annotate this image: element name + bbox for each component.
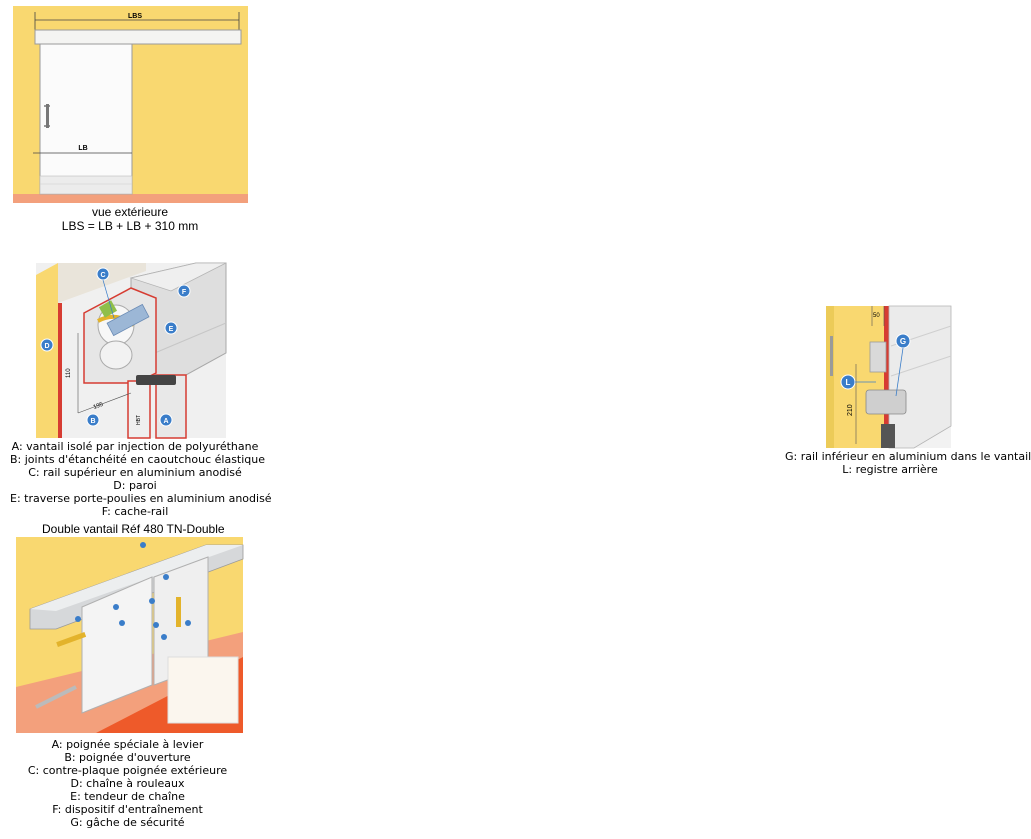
width-dimension: 50 [873,313,880,319]
marker-e [165,322,177,334]
legend-item-d: D: paroi [113,479,157,492]
marker-g [896,334,910,348]
hbt-dimension: HBT [136,415,142,425]
legend-item-g: G: rail inférieur en aluminium dans le vantail [785,450,1031,463]
legend-item-a: A: poignée spéciale à levier [51,738,204,751]
svg-text:D: D [44,343,50,350]
marker-b [87,414,99,426]
marker-l [841,375,855,389]
lbs-dimension-label: LBS [128,13,142,20]
svg-text:E: E [168,326,174,333]
svg-text:A: A [163,418,169,425]
exterior-view-caption [20,205,240,233]
double-leaf-door-diagram [16,537,243,733]
legend-item-f: F: dispositif d'entraînement [52,803,203,816]
height-dimension: 110 [66,368,72,378]
exterior-view-diagram [13,6,248,203]
marker-f [178,285,190,297]
double-leaf-legend [15,738,240,829]
legend-item-b: B: joints d'étanchéité en caoutchouc élastique [10,453,266,466]
caption-line: LBS = LB + LB + 310 mm [61,219,199,233]
rail-cross-section-diagram [36,263,226,438]
svg-text:G: G [899,337,907,346]
legend-item-d: D: chaîne à rouleaux [70,777,185,790]
depth-dimension: 195 [92,401,105,411]
svg-text:L: L [845,378,851,387]
legend-item-f: F: cache-rail [101,505,169,518]
legend-item-e: E: traverse porte-poulies en aluminium anodisé [10,492,272,505]
height-dimension: 210 [847,404,854,416]
legend-item-e: E: tendeur de chaîne [70,790,185,803]
legend-item-c: C: rail supérieur en aluminium anodisé [28,466,242,479]
double-leaf-title: Double vantail Réf 480 TN-Double [42,522,225,536]
marker-c [97,268,109,280]
legend-item-g: G: gâche de sécurité [70,816,185,829]
svg-text:F: F [181,289,187,296]
legend-item-b: B: poignée d'ouverture [64,751,191,764]
lb-dimension-label: LB [78,145,88,152]
legend-item-a: A: vantail isolé par injection de polyuréthane [11,440,259,453]
legend-item-c: C: contre-plaque poignée extérieure [27,764,228,777]
caption-line: vue extérieure [91,205,169,219]
svg-text:B: B [90,418,96,425]
bottom-rail-diagram [826,306,951,448]
svg-text:C: C [100,272,106,279]
marker-d [41,339,53,351]
rail-section-legend [10,440,272,518]
marker-a [160,414,172,426]
legend-item-l: L: registre arrière [842,463,938,476]
bottom-rail-legend [785,450,1031,476]
